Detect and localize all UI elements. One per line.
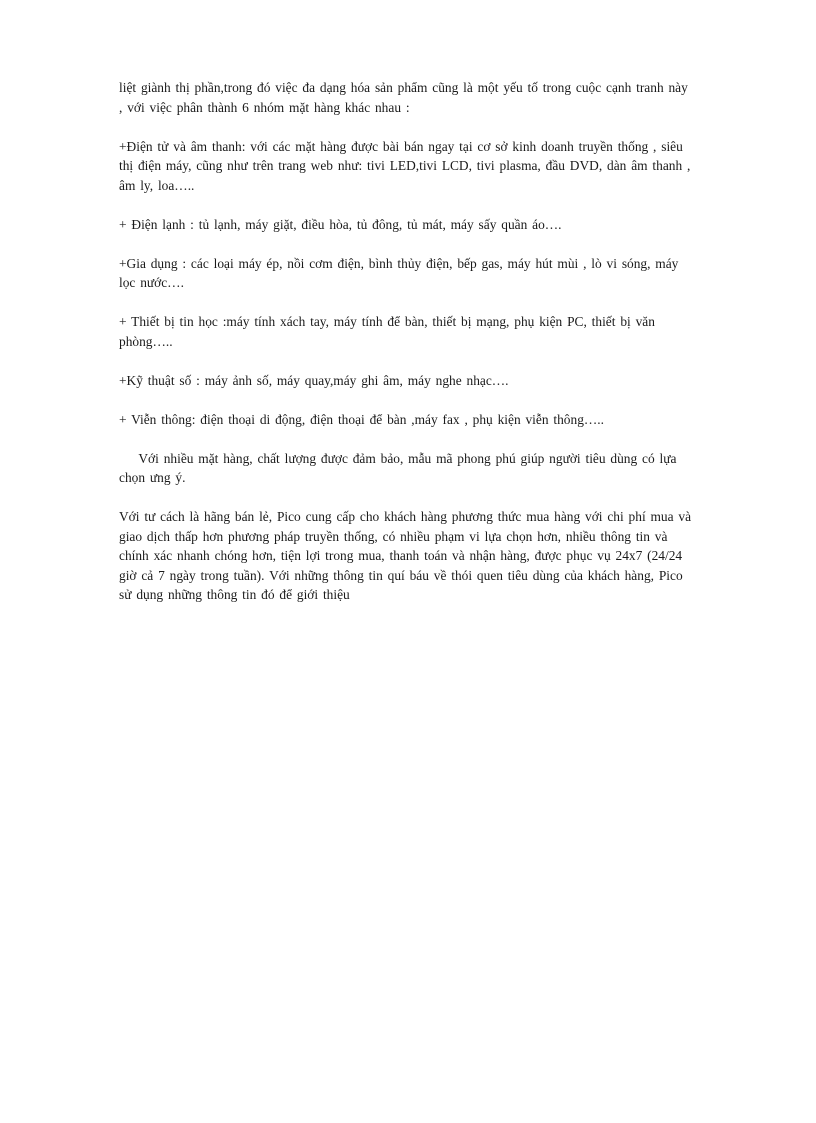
paragraph-quality: Với nhiều mặt hàng, chất lượng được đảm bảo, mẫu mã phong phú giúp người tiêu dùng có lựa chọn ưng ý. xyxy=(119,450,682,485)
paragraph-intro: liệt giành thị phần,trong đó việc đa dạng hóa sản phẩm cũng là một yếu tố trong cuộc cạnh tranh này , với việc phân thành 6 nhóm mặt hàng khác nhau : xyxy=(119,80,688,115)
paragraph-telecom: + Viễn thông: điện thoại di động, điện thoại để bàn ,máy fax , phụ kiện viễn thông….. xyxy=(119,411,604,427)
paragraph-digital: +Kỹ thuật số : máy ảnh số, máy quay,máy ghi âm, máy nghe nhạc…. xyxy=(119,372,509,388)
paragraph-it-equipment: + Thiết bị tin học :máy tính xách tay, máy tính để bàn, thiết bị mạng, phụ kiện PC, thiết bị văn phòng….. xyxy=(119,314,655,349)
paragraph-household: +Gia dụng : các loại máy ép, nồi cơm điện, bình thủy điện, bếp gas, máy hút mùi , lò vi sóng, máy lọc nước…. xyxy=(119,255,679,290)
document-body xyxy=(119,78,694,624)
paragraph-electronics-audio: +Điện tử và âm thanh: với các mặt hàng được bài bán ngay tại cơ sở kinh doanh truyền thống , siêu thị điện máy, cũng như trên trang web như: tivi LED,tivi LCD, tivi plasma, đầu DVD, dàn âm thanh , âm ly, loa….. xyxy=(119,138,691,193)
paragraph-retailer: Với tư cách là hãng bán lẻ, Pico cung cấp cho khách hàng phương thức mua hàng với chi phí mua và giao dịch thấp hơn phương pháp truyền thống, có nhiều phạm vi lựa chọn hơn, nhiều thông tin và chính xác nhanh chóng hơn, tiện lợi trong mua, thanh toán và nhận hàng, được phục vụ 24x7 (24/24 giờ cả 7 ngày trong tuần). Với những thông tin quí báu về thói quen tiêu dùng của khách hàng, Pico sử dụng những thông tin đó để giới thiệu xyxy=(119,509,692,602)
paragraph-refrigeration: + Điện lạnh : tủ lạnh, máy giặt, điều hòa, tủ đông, tủ mát, máy sấy quần áo…. xyxy=(119,216,562,232)
